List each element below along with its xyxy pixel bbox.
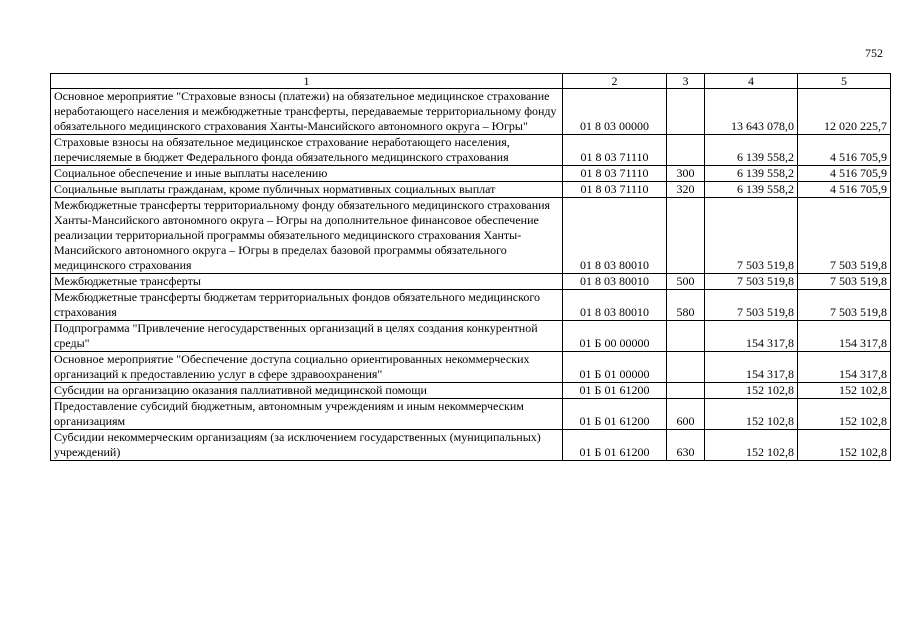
amount-2-cell: 12 020 225,7 <box>798 89 891 135</box>
expense-type-cell: 630 <box>667 430 705 461</box>
target-article-cell: 01 8 03 71110 <box>563 182 667 198</box>
amount-1-cell: 152 102,8 <box>705 430 798 461</box>
expense-type-cell: 600 <box>667 399 705 430</box>
row-name-cell: Основное мероприятие "Обеспечение доступа социально ориентированных некоммерческих организаций к предоставлению услуг в сфере здравоохранения" <box>51 352 563 383</box>
table-row <box>51 290 891 321</box>
expense-type-cell: 580 <box>667 290 705 321</box>
row-name-cell: Подпрограмма "Привлечение негосударственных организаций в целях создания конкурентной среды" <box>51 321 563 352</box>
amount-1-cell: 152 102,8 <box>705 399 798 430</box>
amount-2-cell: 7 503 519,8 <box>798 274 891 290</box>
amount-1-cell: 13 643 078,0 <box>705 89 798 135</box>
row-name-cell: Межбюджетные трансферты <box>51 274 563 290</box>
amount-2-cell: 154 317,8 <box>798 352 891 383</box>
row-name-cell: Субсидии некоммерческим организациям (за исключением государственных (муниципальных) учреждений) <box>51 430 563 461</box>
page-number: 752 <box>865 46 883 60</box>
table-row <box>51 274 891 290</box>
target-article-cell: 01 Б 01 61200 <box>563 399 667 430</box>
header-col-1: 1 <box>51 74 563 89</box>
target-article-cell: 01 Б 01 00000 <box>563 352 667 383</box>
target-article-cell: 01 Б 00 00000 <box>563 321 667 352</box>
expense-type-cell: 320 <box>667 182 705 198</box>
amount-2-cell: 7 503 519,8 <box>798 198 891 274</box>
amount-1-cell: 7 503 519,8 <box>705 198 798 274</box>
amount-1-cell: 6 139 558,2 <box>705 182 798 198</box>
expense-type-cell: 500 <box>667 274 705 290</box>
target-article-cell: 01 8 03 80010 <box>563 274 667 290</box>
row-name-cell: Межбюджетные трансферты бюджетам территориальных фондов обязательного медицинского страхования <box>51 290 563 321</box>
target-article-cell: 01 8 03 71110 <box>563 166 667 182</box>
amount-2-cell: 152 102,8 <box>798 383 891 399</box>
row-name-cell: Основное мероприятие "Страховые взносы (платежи) на обязательное медицинское страхование неработающего населения и межбюджетные трансферты, передаваемые территориальному фонду обязательного медицинского страхования Ханты-Мансийского автономного округа – Югры" <box>51 89 563 135</box>
table-row <box>51 430 891 461</box>
row-name-cell: Субсидии на организацию оказания паллиативной медицинской помощи <box>51 383 563 399</box>
table-row <box>51 321 891 352</box>
amount-2-cell: 4 516 705,9 <box>798 182 891 198</box>
table-row <box>51 182 891 198</box>
amount-2-cell: 4 516 705,9 <box>798 135 891 166</box>
amount-1-cell: 152 102,8 <box>705 383 798 399</box>
target-article-cell: 01 Б 01 61200 <box>563 383 667 399</box>
expense-type-cell <box>667 135 705 166</box>
table-row <box>51 399 891 430</box>
expense-type-cell <box>667 198 705 274</box>
target-article-cell: 01 8 03 00000 <box>563 89 667 135</box>
header-col-2: 2 <box>563 74 667 89</box>
expense-type-cell <box>667 352 705 383</box>
amount-2-cell: 7 503 519,8 <box>798 290 891 321</box>
table-row <box>51 352 891 383</box>
row-name-cell: Страховые взносы на обязательное медицинское страхование неработающего населения, перечисляемые в бюджет Федерального фонда обязательного медицинского страхования <box>51 135 563 166</box>
amount-1-cell: 7 503 519,8 <box>705 290 798 321</box>
row-name-cell: Социальное обеспечение и иные выплаты населению <box>51 166 563 182</box>
table-row <box>51 198 891 274</box>
header-col-4: 4 <box>705 74 798 89</box>
amount-1-cell: 154 317,8 <box>705 321 798 352</box>
header-row <box>51 74 891 89</box>
target-article-cell: 01 8 03 80010 <box>563 290 667 321</box>
expense-type-cell <box>667 321 705 352</box>
row-name-cell: Социальные выплаты гражданам, кроме публичных нормативных социальных выплат <box>51 182 563 198</box>
table-row <box>51 383 891 399</box>
header-col-3: 3 <box>667 74 705 89</box>
expense-type-cell <box>667 383 705 399</box>
amount-2-cell: 152 102,8 <box>798 399 891 430</box>
target-article-cell: 01 8 03 80010 <box>563 198 667 274</box>
row-name-cell: Межбюджетные трансферты территориальному фонду обязательного медицинского страхования Ханты-Мансийского автономного округа – Югры на дополнительное финансовое обеспечение реализации территориальной программы обязательного медицинского страхования Ханты-Мансийского автономного округа – Югры в пределах базовой программы обязательного медицинского страхования <box>51 198 563 274</box>
table-row <box>51 135 891 166</box>
expense-type-cell <box>667 89 705 135</box>
amount-2-cell: 4 516 705,9 <box>798 166 891 182</box>
amount-1-cell: 7 503 519,8 <box>705 274 798 290</box>
amount-1-cell: 154 317,8 <box>705 352 798 383</box>
amount-1-cell: 6 139 558,2 <box>705 135 798 166</box>
amount-1-cell: 6 139 558,2 <box>705 166 798 182</box>
row-name-cell: Предоставление субсидий бюджетным, автономным учреждениям и иным некоммерческим организациям <box>51 399 563 430</box>
amount-2-cell: 154 317,8 <box>798 321 891 352</box>
header-col-5: 5 <box>798 74 891 89</box>
amount-2-cell: 152 102,8 <box>798 430 891 461</box>
expense-type-cell: 300 <box>667 166 705 182</box>
table-row <box>51 89 891 135</box>
target-article-cell: 01 Б 01 61200 <box>563 430 667 461</box>
budget-table <box>50 73 891 461</box>
table-row <box>51 166 891 182</box>
target-article-cell: 01 8 03 71110 <box>563 135 667 166</box>
